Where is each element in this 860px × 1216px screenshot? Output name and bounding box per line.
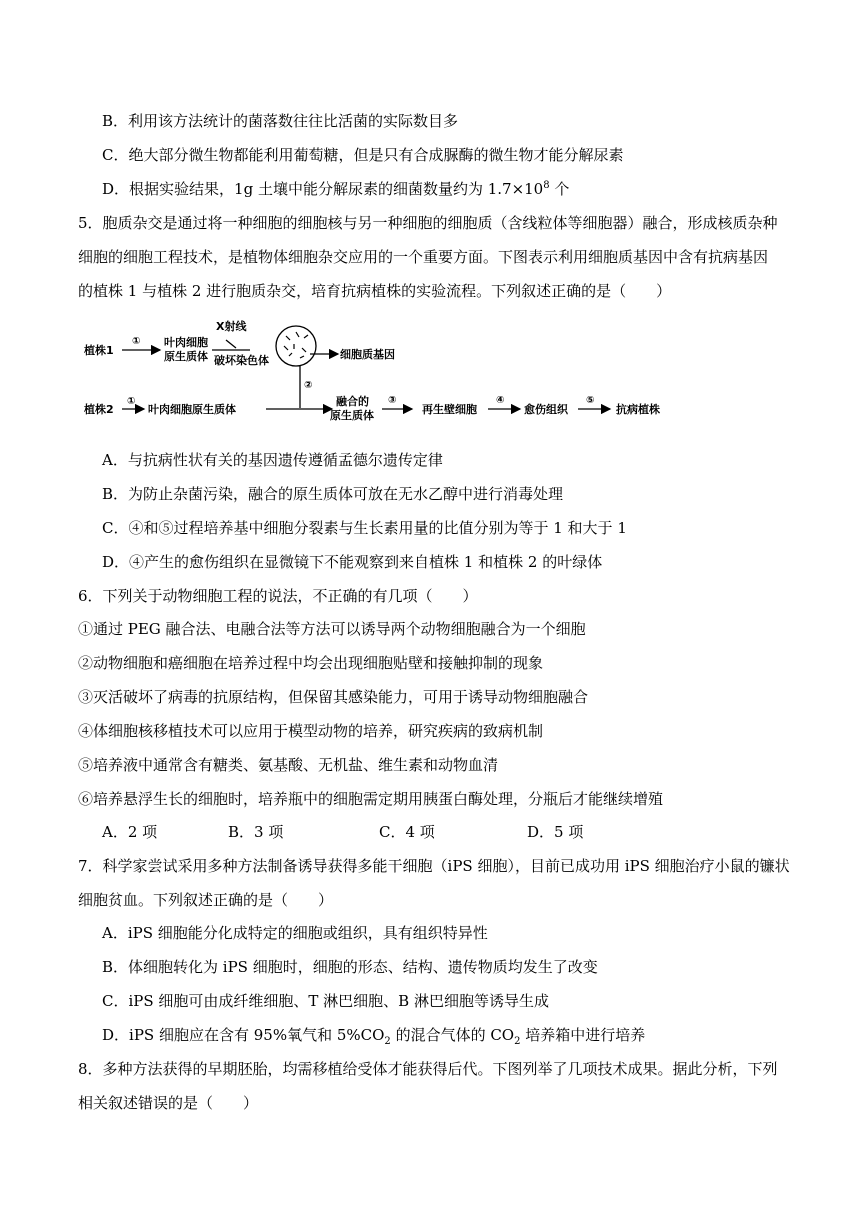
q5-stem-line-1: 5．胞质杂交是通过将一种细胞的细胞核与另一种细胞的细胞质（含线粒体等细胞器）融合，形成核质杂种 [78,214,778,232]
plant-2-label: 植株2 [84,403,114,416]
q5-stem-line-3: 的植株 1 与植株 2 进行胞质杂交，培育抗病植株的实验流程。下列叙述正确的是（ ） [78,282,672,300]
leaf-protoplast-2-label: 叶肉细胞原生质体 [148,403,236,416]
arrow-xray [212,340,250,350]
q6-statement-2: ②动物细胞和癌细胞在培养过程中均会出现细胞贴壁和接触抑制的现象 [78,654,544,672]
cytoplasm-gene-label: 细胞质基因 [340,348,395,361]
callus-label: 愈伤组织 [524,403,568,416]
q7-option-a: A．iPS 细胞能分化成特定的细胞或组织，具有组织特异性 [102,924,488,942]
fused-protoplast-label-a: 融合的 [336,395,369,408]
leaf-protoplast-label-a: 叶肉细胞 [164,336,208,349]
q5-option-d: D．④产生的愈伤组织在显微镜下不能观察到来自植株 1 和植株 2 的叶绿体 [102,553,603,571]
leaf-protoplast-label-b: 原生质体 [164,350,208,363]
q6-stem: 6．下列关于动物细胞工程的说法，不正确的有几项（ ） [78,587,478,605]
q7-option-d: D．iPS 细胞应在含有 95%氧气和 $5\%CO_2$ 的混合气体的 $CO_2$ 培养箱中进行培养 [102,1026,646,1047]
cytoplasmic-hybrid-flow-diagram [80,318,680,428]
q5-stem-line-2: 细胞的细胞工程技术，是植物体细胞杂交应用的一个重要方面。下图表示利用细胞质基因中含有抗病基因 [78,248,769,266]
q6-statement-5: ⑤培养液中通常含有糖类、氨基酸、无机盐、维生素和动物血清 [78,756,499,774]
q4-option-b: B．利用该方法统计的菌落数往往比活菌的实际数目多 [102,112,459,130]
q6-statement-1: ①通过 PEG 融合法、电融合法等方法可以诱导两个动物细胞融合为一个细胞 [78,620,586,638]
q7-stem-line-2: 细胞贫血。下列叙述正确的是（ ） [78,891,334,909]
q6-option-a: A．2 项 [102,823,158,841]
regenerated-wall-cell-label: 再生壁细胞 [422,403,477,416]
q5-option-b: B．为防止杂菌污染，融合的原生质体可放在无水乙醇中进行消毒处理 [102,485,564,503]
q7-option-c: C．iPS 细胞可由成纤维细胞、T 淋巴细胞、B 淋巴细胞等诱导生成 [102,992,549,1010]
xray-label: X射线 [216,320,247,333]
q6-option-c: C．4 项 [379,823,435,841]
q6-statement-4: ④体细胞核移植技术可以应用于模型动物的培养，研究疾病的致病机制 [78,722,544,740]
step-4-label: ④ [496,395,505,406]
step-3-label: ③ [388,395,397,406]
q6-option-b: B．3 项 [228,823,284,841]
q6-options-row [0,822,860,842]
q5-option-c: C．④和⑤过程培养基中细胞分裂素与生长素用量的比值分别为等于 1 和大于 1 [102,519,627,537]
q7-stem-line-1: 7．科学家尝试采用多种方法制备诱导获得多能干细胞（iPS 细胞），目前已成功用 iPS 细胞治疗小鼠的镰状 [78,857,790,875]
step-5-label: ⑤ [586,395,595,406]
destroy-chromosome-label: 破坏染色体 [214,354,269,367]
q6-option-d: D．5 项 [527,823,584,841]
step-2-label: ② [304,380,313,391]
step-1b-label: ① [127,396,136,407]
q6-statement-3: ③灭活破坏了病毒的抗原结构，但保留其感染能力，可用于诱导动物细胞融合 [78,688,589,706]
q8-stem-line-2: 相关叙述错误的是（ ） [78,1094,259,1112]
resistant-plant-label: 抗病植株 [616,403,660,416]
q8-stem-line-1: 8．多种方法获得的早期胚胎，均需移植给受体才能获得后代。下图列举了几项技术成果。据此分析，下列 [78,1060,778,1078]
fused-protoplast-label-b: 原生质体 [330,409,374,422]
q5-option-a: A．与抗病性状有关的基因遗传遵循孟德尔遗传定律 [102,451,443,469]
step-1-label: ① [132,336,141,347]
q4-option-c: C．绝大部分微生物都能利用葡萄糖，但是只有合成脲酶的微生物才能分解尿素 [102,146,624,164]
q7-option-b: B．体细胞转化为 iPS 细胞时，细胞的形态、结构、遗传物质均发生了改变 [102,958,598,976]
q6-statement-6: ⑥培养悬浮生长的细胞时，培养瓶中的细胞需定期用胰蛋白酶处理，分瓶后才能继续增殖 [78,790,664,808]
plant-1-label: 植株1 [84,344,114,357]
q4-option-d: D．根据实验结果，1g 土壤中能分解尿素的细菌数量约为 $1.7\times 10^8$ 个 [102,180,570,198]
